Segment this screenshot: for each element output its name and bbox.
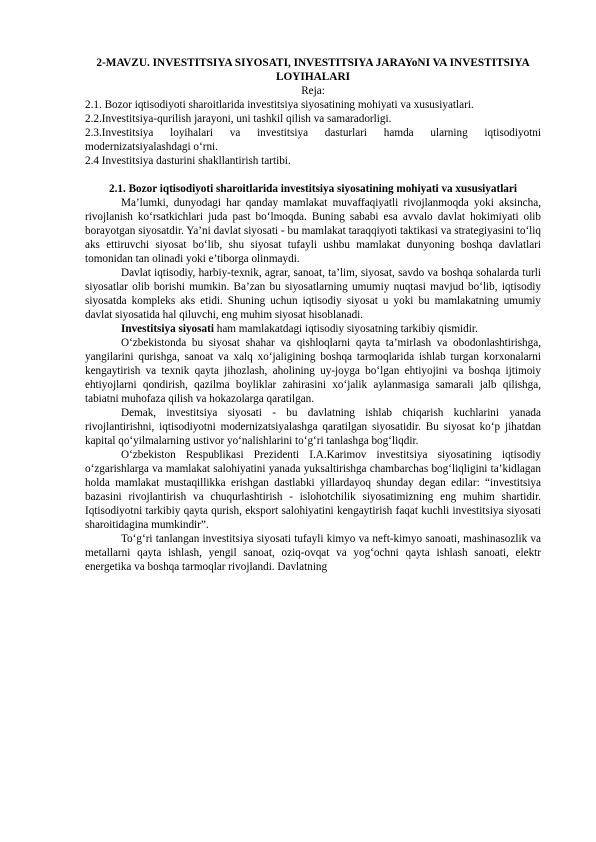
section-title: 2.1. Bozor iqtisodiyoti sharoitlarida investitsiya siyosatining mohiyati va xususiyatlari (109, 183, 517, 195)
paragraph: Ma’lumki, dunyodagi har qanday mamlakat muvaffaqiyatli rivojlanmoqda yoki aksincha, rivojlanish ko‘rsatkichlari juda past bo‘lmoqda. Buning sababi esa avvalo davlat hokimiyati olib borayotgan siyosatdir. Ya’ni davlat siyosati - bu mamlakat taraqqiyoti taktikasi va strategiyasini to‘liq aks ettiruvchi siyosat bo‘lib, shu siyosat tufayli ushbu mamlakat dunyoning boshqa davlatlari tomonidan tan olinadi yoki e’tiborga olinmaydi. (85, 197, 541, 265)
bold-term: Investitsiya siyosati (121, 323, 214, 335)
paragraph: Demak, investitsiya siyosati - bu davlatning ishlab chiqarish kuchlarini yanada rivojlantirishni, iqtisodiyotni modernizatsiyalashga qaratilgan siyosatidir. Bu siyosat ko‘p jihatdan kapital qo‘yilmalarning ustivor yo‘nalishlarini to‘g‘ri tanlashga bog‘liqdir. (85, 407, 541, 447)
document-title: 2-MAVZU. INVESTITSIYA SIYOSATI, INVESTITSIYA JARAYoNI VA INVESTITSIYA LOYIHALARI (96, 57, 530, 83)
document-page (85, 56, 541, 574)
paragraph: Davlat iqtisodiy, harbiy-texnik, agrar, sanoat, ta’lim, siyosat, savdo va boshqa sohalarda turli siyosatlar olib borishi mumkin. Ba’zan bu siyosatlarning umumiy nuqtasi mavjud bo‘lib, iqtisodiy siyosatda kompleks aks etidi. Shuning uchun iqtisodiy siyosat u yoki bu mamlakatning umumiy davlat siyosatida hal qiluvchi, eng muhim siyosat hisoblanadi. (85, 267, 541, 321)
plan-item: 2.4 Investitsiya dasturini shakllantirish tartibi. (85, 155, 291, 167)
paragraph: O‘zbekiston Respublikasi Prezidenti I.A.Karimov investitsiya siyosatining iqtisodiy o‘zgarishlarga va mamlakat salohiyatini yanada yuksaltirishga chambarchas bog‘liqligini ta’kidlagan holda mamlakat mustaqillikka erishgan dastlabki yillardayoq shunday degan edilar: “investitsiya bazasini rivojlantirish va chuqurlashtirish - islohotchilik siyosatimizning eng muhim shartidir. Iqtisodiyotni tarkibiy qayta qurish, eksport salohiyatini kengaytirish faqat kuchli investitsiya siyosati sharoitidagina mumkindir”. (85, 449, 541, 531)
plan-item: 2.1. Bozor iqtisodiyoti sharoitlarida investitsiya siyosatining mohiyati va xususiyatlari. (85, 99, 474, 111)
paragraph-text: ham mamlakatdagi iqtisodiy siyosatning tarkibiy qismidir. (213, 323, 478, 335)
paragraph: O‘zbekistonda bu siyosat shahar va qishloqlarni qayta ta’mirlash va obodonlashtirishga, yangilarini qurishga, sanoat va xalq xo‘jaligining boshqa tarmoqlarida ishlab turgan korxonalarni kengaytirish va texnik qayta jihozlash, aholining uy-joyga bo‘lgan ehtiyojini va boshqa ijtimoiy ehtiyojlarni qondirish, qazilma boyliklar zahirasini xo‘jalik aylanmasiga samarali jalb qilishga, tabiatni muhofaza qilish va hokazolarga qaratilgan. (85, 337, 541, 405)
paragraph (85, 322, 541, 336)
plan-label: Reja: (301, 85, 325, 97)
paragraph: To‘g‘ri tanlangan investitsiya siyosati tufayli kimyo va neft-kimyo sanoati, mashinasozlik va metallarni qayta ishlash, yengil sanoat, oziq-ovqat va yog‘ochni qayta ishlash sanoati, elektr energetika va boshqa tarmoqlar rivojlandi. Davlatning (85, 533, 541, 573)
plan-item: 2.3.Investitsiya loyihalari va investitsiya dasturlari hamda ularning iqtisodiyotni modernizatsiyalashdagi o‘rni. (85, 127, 541, 153)
plan-list (85, 98, 541, 168)
plan-item: 2.2.Investitsiya-qurilish jarayoni, uni tashkil qilish va samaradorligi. (85, 113, 392, 125)
